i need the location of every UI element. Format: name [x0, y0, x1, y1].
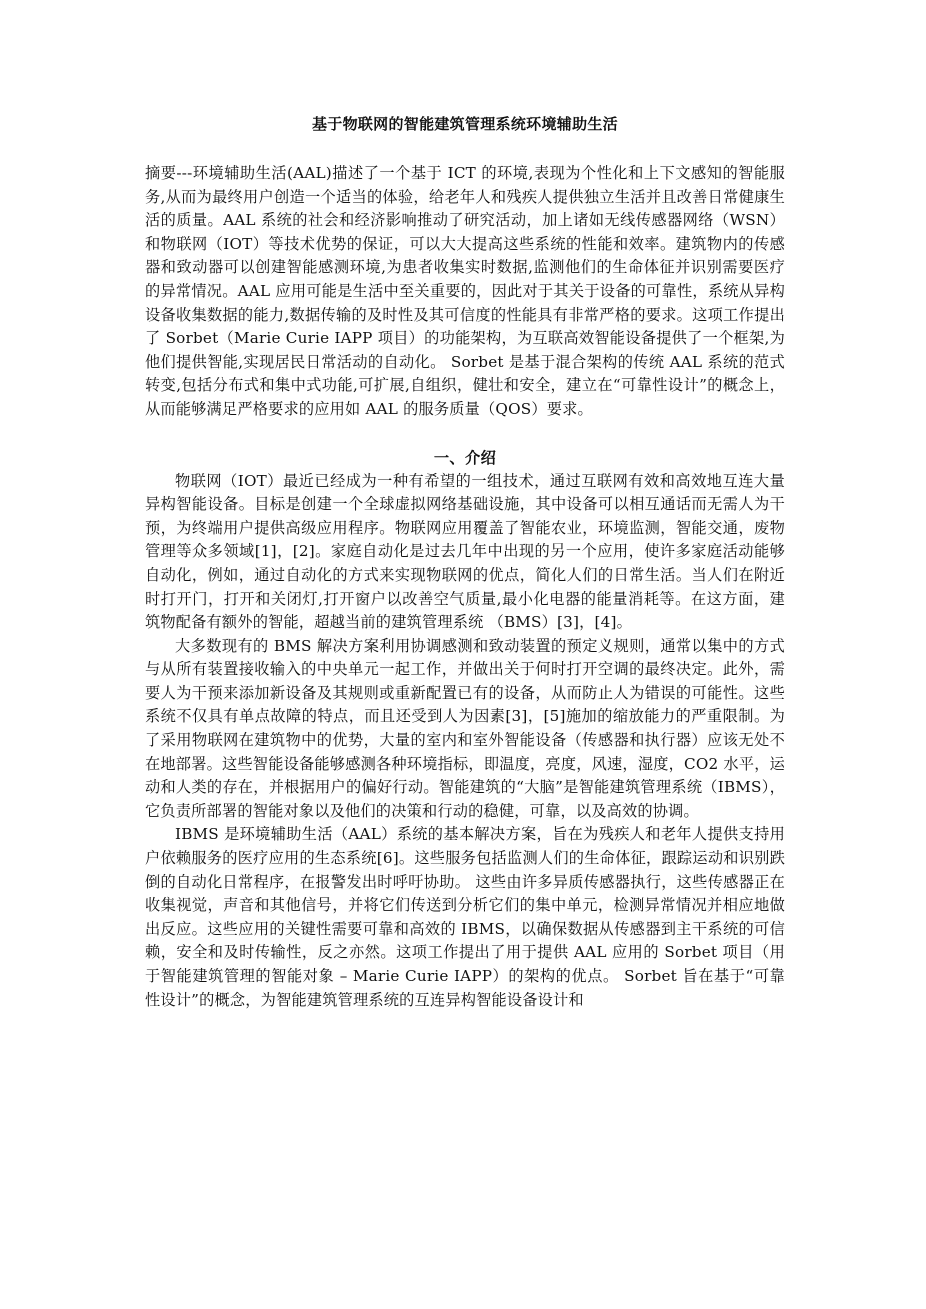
- intro-paragraph-1: 物联网（IOT）最近已经成为一种有希望的一组技术，通过互联网有效和高效地互连大量异构智能设备。目标是创建一个全球虚拟网络基础设施，其中设备可以相互通话而无需人为干预，为终端用户提供高级应用程序。物联网应用覆盖了智能农业，环境监测，智能交通，废物管理等众多领域[1]，[2]。家庭自动化是过去几年中出现的另一个应用，使许多家庭活动能够自动化，例如，通过自动化的方式来实现物联网的优点，简化人们的日常生活。当人们在附近时打开门，打开和关闭灯,打开窗户以改善空气质量,最小化电器的能量消耗等。在这方面，建筑物配备有额外的智能，超越当前的建筑管理系统 （BMS）[3]，[4]。: [145, 471, 785, 632]
- abstract-paragraph: 摘要---环境辅助生活(AAL)描述了一个基于 ICT 的环境,表现为个性化和上下文感知的智能服务,从而为最终用户创造一个适当的体验，给老年人和残疾人提供独立生活并且改善日常健康生活的质量。AAL 系统的社会和经济影响推动了研究活动，加上诸如无线传感器网络（WSN）和物联网（IOT）等技术优势的保证，可以大大提高这些系统的性能和效率。建筑物内的传感器和致动器可以创建智能感测环境,为患者收集实时数据,监测他们的生命体征并识别需要医疗的异常情况。AAL 应用可能是生活中至关重要的，因此对于其关于设备的可靠性，系统从异构设备收集数据的能力,数据传输的及时性及其可信度的性能具有非常严格的要求。这项工作提出了 Sorbet（Marie Curie IAPP 项目）的功能架构，为互联高效智能设备提供了一个框架,为他们提供智能,实现居民日常活动的自动化。 Sorbet 是基于混合架构的传统 AAL 系统的范式转变,包括分布式和集中式功能,可扩展,自组织，健壮和安全，建立在“可靠性设计”的概念上，从而能够满足严格要求的应用如 AAL 的服务质量（QOS）要求。: [145, 164, 785, 418]
- document-page: [145, 112, 785, 1012]
- section-heading-introduction: 一、介绍: [433, 448, 497, 467]
- document-title: 基于物联网的智能建筑管理系统环境辅助生活: [311, 115, 618, 133]
- intro-paragraph-2: 大多数现有的 BMS 解决方案利用协调感测和致动装置的预定义规则，通常以集中的方式与从所有装置接收输入的中央单元一起工作，并做出关于何时打开空调的最终决定。此外，需要人为干预来添加新设备及其规则或重新配置已有的设备，从而防止人为错误的可能性。这些系统不仅具有单点故障的特点，而且还受到人为因素[3]，[5]施加的缩放能力的严重限制。为了采用物联网在建筑物中的优势，大量的室内和室外智能设备（传感器和执行器）应该无处不在地部署。这些智能设备能够感测各种环境指标，即温度，亮度，风速，湿度，CO2 水平，运动和人类的存在，并根据用户的偏好行动。智能建筑的“大脑”是智能建筑管理系统（IBMS），它负责所部署的智能对象以及他们的决策和行动的稳健，可靠，以及高效的协调。: [145, 636, 785, 820]
- intro-paragraph-3: IBMS 是环境辅助生活（AAL）系统的基本解决方案，旨在为残疾人和老年人提供支持用户依赖服务的医疗应用的生态系统[6]。这些服务包括监测人们的生命体征，跟踪运动和识别跌倒的自动化日常程序，在报警发出时呼吁协助。 这些由许多异质传感器执行，这些传感器正在收集视觉，声音和其他信号，并将它们传送到分析它们的集中单元，检测异常情况并相应地做出反应。这些应用的关键性需要可靠和高效的 IBMS，以确保数据从传感器到主干系统的可信赖，安全和及时传输性，反之亦然。这项工作提出了用于提供 AAL 应用的 Sorbet 项目（用于智能建筑管理的智能对象 – Marie Curie IAPP）的架构的优点。 Sorbet 旨在基于“可靠性设计”的概念，为智能建筑管理系统的互连异构智能设备设计和: [145, 825, 785, 1009]
